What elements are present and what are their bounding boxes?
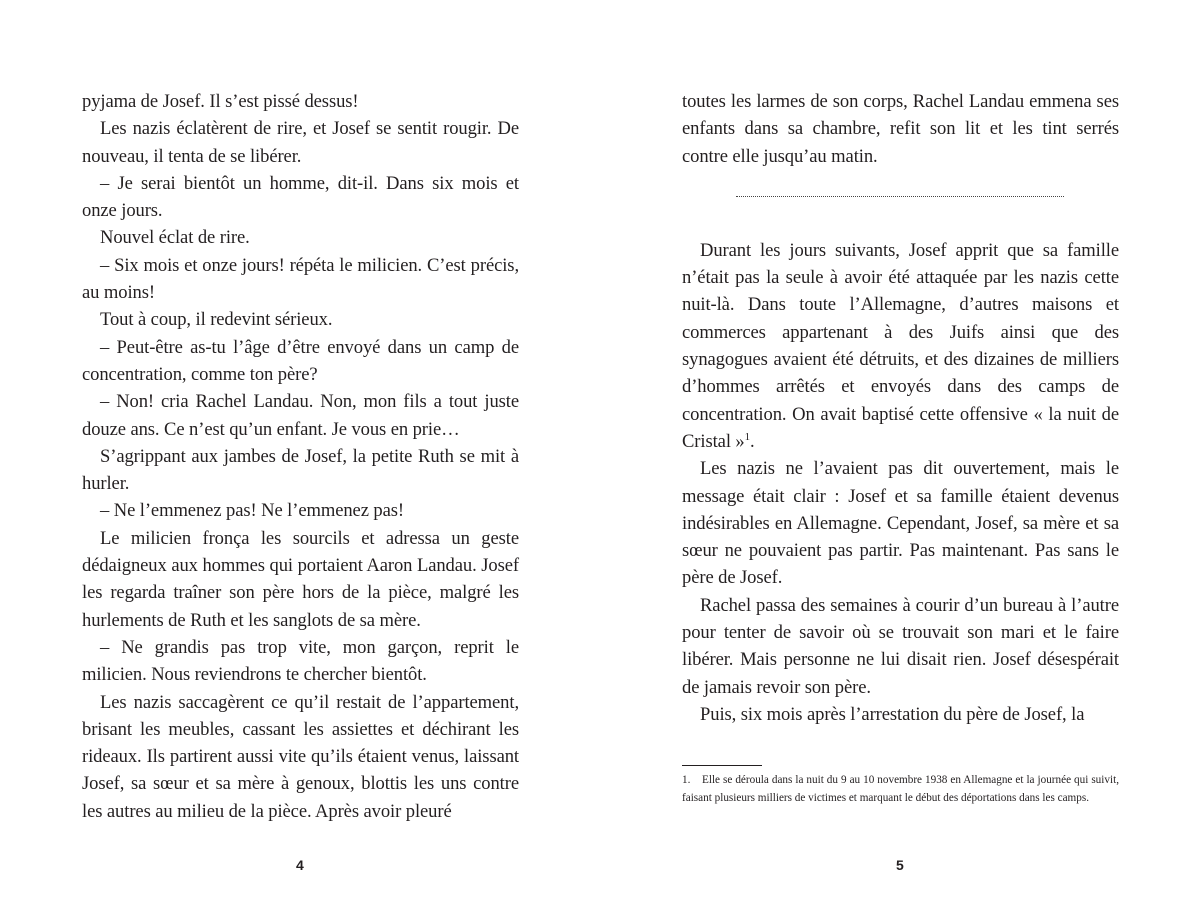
right-page <box>682 88 1119 728</box>
page-number-right: 5 <box>896 857 904 873</box>
left-page <box>82 88 519 825</box>
paragraph: toutes les larmes de son corps, Rachel Landau emmena ses enfants dans sa chambre, refit son lit et les tint serrés contre elle jusqu’au matin. <box>682 91 1119 167</box>
paragraph: S’agrippant aux jambes de Josef, la petite Ruth se mit à hurler. <box>82 445 519 495</box>
paragraph <box>682 237 1119 455</box>
paragraph-tail: . <box>750 430 755 452</box>
paragraph: Rachel passa des semaines à courir d’un bureau à l’autre pour tenter de savoir où se trouvait son mari et le faire libérer. Mais personne ne lui disait rien. Josef désespérait de jamais revoir son père. <box>682 594 1119 698</box>
paragraph: Tout à coup, il redevint sérieux. <box>100 309 333 331</box>
paragraph: Puis, six mois après l’arrestation du père de Josef, la <box>700 703 1085 725</box>
footnote-number: 1. <box>682 774 691 786</box>
page-number-left: 4 <box>296 857 304 873</box>
paragraph: – Non! cria Rachel Landau. Non, mon fils a tout juste douze ans. Ce n’est qu’un enfant. Je vous en prie… <box>82 391 519 440</box>
paragraph: Nouvel éclat de rire. <box>100 227 250 249</box>
footnote <box>682 771 1119 807</box>
paragraph: – Peut-être as-tu l’âge d’être envoyé dans un camp de concentration, comme ton père? <box>82 336 519 385</box>
footnote-rule <box>682 765 762 766</box>
footnote-marker[interactable]: 1 <box>744 430 751 443</box>
paragraph: Le milicien fronça les sourcils et adressa un geste dédaigneux aux hommes qui portaient Aaron Landau. Josef les regarda traîner son père hors de la pièce, malgré les hurlements de Ruth et les sanglots de sa mère. <box>82 527 519 631</box>
section-separator <box>736 196 1064 197</box>
footnote-text: Elle se déroula dans la nuit du 9 au 10 novembre 1938 en Allemagne et la journée qui suivit, faisant plusieurs milliers de victimes et marquant le début des déportations dans les camps. <box>682 774 1119 804</box>
paragraph: – Je serai bientôt un homme, dit-il. Dans six mois et onze jours. <box>82 172 519 222</box>
paragraph: Les nazis saccagèrent ce qu’il restait de l’appartement, brisant les meubles, cassant les assiettes et déchirant les rideaux. Ils partirent aussi vite qu’ils étaient venus, laissant Josef, sa sœur et sa mère à genoux, blottis les uns contre les autres au milieu de la pièce. Après avoir pleuré <box>82 691 519 822</box>
paragraph: Les nazis éclatèrent de rire, et Josef se sentit rougir. De nouveau, il tenta de se libérer. <box>82 118 519 167</box>
paragraph: Les nazis ne l’avaient pas dit ouvertement, mais le message était clair : Josef et sa famille étaient devenus indésirables en Allemagne. Cependant, Josef, sa mère et sa sœur ne pouvaient pas partir. Pas maintenant. Pas sans le père de Josef. <box>682 458 1119 589</box>
paragraph: – Six mois et onze jours! répéta le milicien. C’est précis, au moins! <box>82 254 519 304</box>
paragraph-text: Durant les jours suivants, Josef apprit que sa famille n’était pas la seule à avoir été attaquée par les nazis cette nuit-là. Dans toute l’Allemagne, d’autres maisons et commerces appartenant à des Juifs ainsi que des synagogues avaient été détruits, et des dizaines de milliers d’hommes arrêtés et envoyés dans des camps de concentration. On avait baptisé cette offensive « la nuit de Cristal » <box>682 239 1119 452</box>
paragraph: – Ne l’emmenez pas! Ne l’emmenez pas! <box>100 500 404 522</box>
paragraph: pyjama de Josef. Il s’est pissé dessus! <box>82 91 359 112</box>
paragraph: – Ne grandis pas trop vite, mon garçon, reprit le milicien. Nous reviendrons te chercher bientôt. <box>82 636 519 686</box>
